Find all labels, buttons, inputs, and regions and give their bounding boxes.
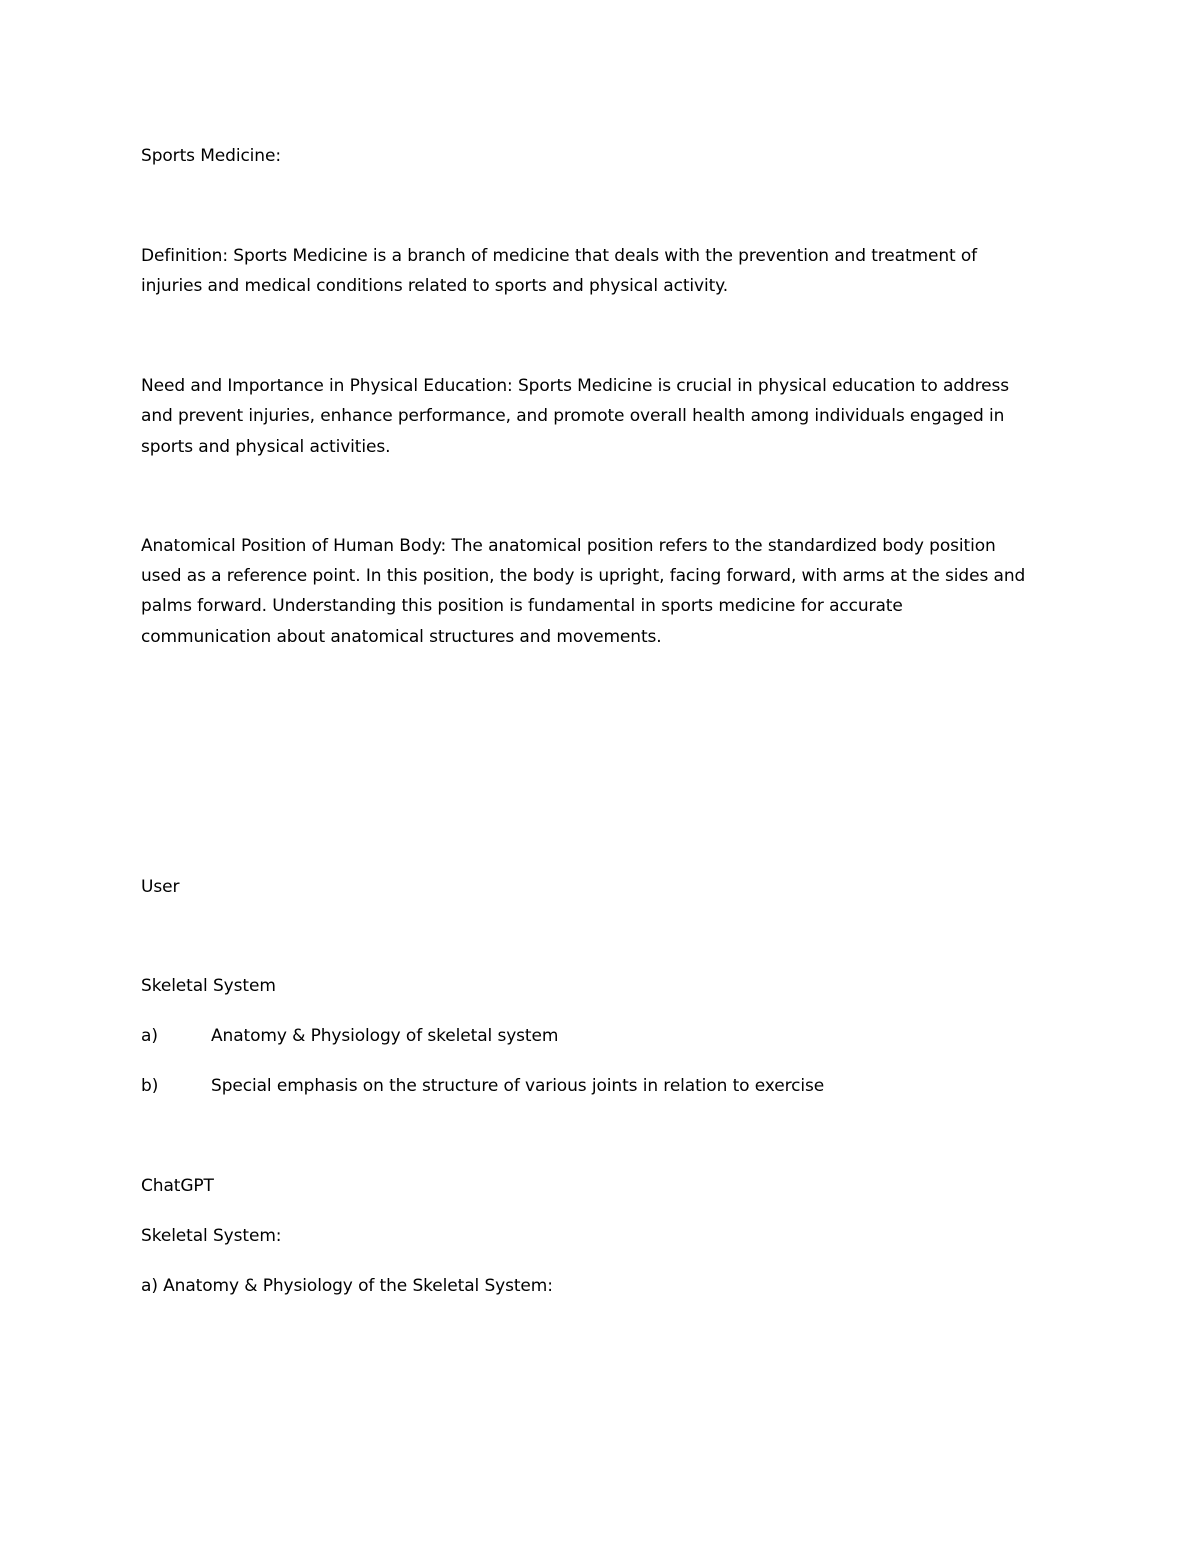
document-title: Sports Medicine:: [141, 146, 281, 166]
anatomical-position-line-2: used as a reference point. In this position, the body is upright, facing forward, with arms at the sides and: [141, 566, 1026, 586]
assistant-subheading: a) Anatomy & Physiology of the Skeletal System:: [141, 1276, 553, 1296]
user-item-b-marker: b): [141, 1076, 159, 1096]
need-importance-line-1: Need and Importance in Physical Education: Sports Medicine is crucial in physical education to address: [141, 376, 1010, 396]
user-item-a-marker: a): [141, 1026, 159, 1046]
need-importance-line-2: and prevent injuries, enhance performance, and promote overall health among individuals engaged in: [141, 406, 1005, 426]
anatomical-position-line-3: palms forward. Understanding this position is fundamental in sports medicine for accurate: [141, 596, 903, 616]
assistant-heading: Skeletal System:: [141, 1226, 282, 1246]
anatomical-position-line-1: Anatomical Position of Human Body: The anatomical position refers to the standardized body position: [141, 536, 996, 556]
assistant-label: ChatGPT: [141, 1176, 214, 1196]
user-heading: Skeletal System: [141, 976, 276, 996]
user-label: User: [141, 877, 180, 897]
definition-line-1: Definition: Sports Medicine is a branch of medicine that deals with the prevention and treatment of: [141, 246, 978, 266]
need-importance-line-3: sports and physical activities.: [141, 437, 391, 457]
user-item-b-text: Special emphasis on the structure of various joints in relation to exercise: [211, 1076, 825, 1096]
anatomical-position-line-4: communication about anatomical structures and movements.: [141, 627, 662, 647]
definition-line-2: injuries and medical conditions related to sports and physical activity.: [141, 276, 728, 296]
user-item-a-text: Anatomy & Physiology of skeletal system: [211, 1026, 559, 1046]
